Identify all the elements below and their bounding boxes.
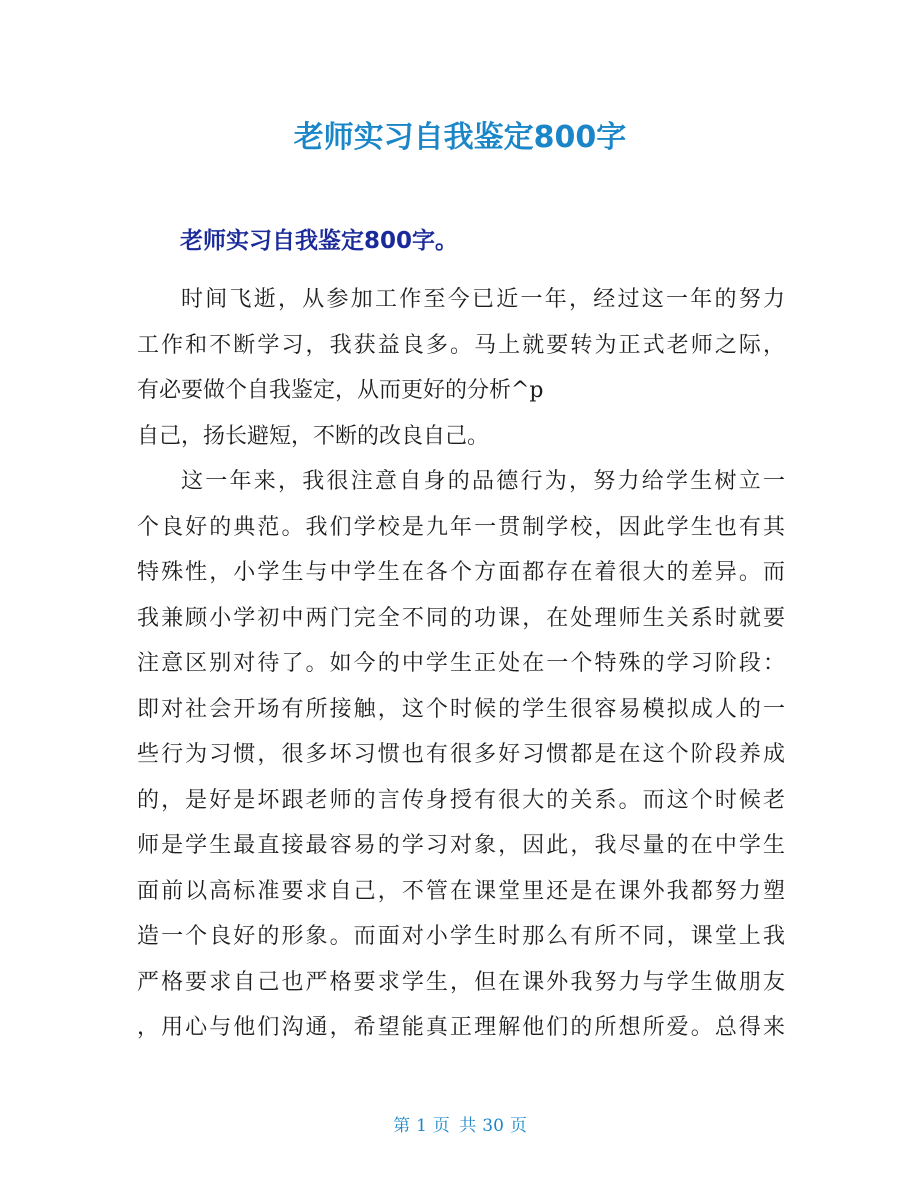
page-number-footer xyxy=(0,1113,920,1139)
text-line: 造一个良好的形象。而面对小学生时那么有所不同，课堂上我 xyxy=(137,924,785,949)
text-line: 自己，扬长避短，不断的改良自己。 xyxy=(137,423,490,449)
paragraph-2 xyxy=(137,459,785,1051)
document-subtitle: 老师实习自我鉴定800字。 xyxy=(180,228,459,254)
page-label-suffix: 页 xyxy=(509,1116,527,1136)
page-label-prefix: 第 xyxy=(393,1116,411,1136)
text-line: 有必要做个自我鉴定，从而更好的分析^p xyxy=(137,378,544,403)
text-line: 工作和不断学习，我获益良多。马上就要转为正式老师之际， xyxy=(137,332,785,358)
page-label-mid: 页 共 xyxy=(432,1116,477,1136)
current-page-number: 1 xyxy=(416,1116,427,1136)
text-line: 这一年来，我很注意自身的品德行为，努力给学生树立一 xyxy=(181,469,785,494)
text-line: 即对社会开场有所接触，这个时候的学生很容易模拟成人的一 xyxy=(137,696,785,722)
text-line: ，用心与他们沟通，希望能真正理解他们的所想所爱。总得来 xyxy=(137,1015,785,1040)
text-line: 注意区别对待了。如今的中学生正处在一个特殊的学习阶段： xyxy=(137,651,785,676)
text-line: 师是学生最直接最容易的学习对象，因此，我尽量的在中学生 xyxy=(137,833,785,858)
text-line: 些行为习惯，很多坏习惯也有很多好习惯都是在这个阶段养成 xyxy=(137,742,785,767)
text-line: 我兼顾小学初中两门完全不同的功课，在处理师生关系时就要 xyxy=(137,605,785,631)
text-line: 时间飞逝，从参加工作至今已近一年，经过这一年的努力 xyxy=(181,287,785,312)
total-pages-number: 30 xyxy=(482,1116,504,1136)
text-line: 面前以高标准要求自己，不管在课堂里还是在课外我都努力塑 xyxy=(137,878,785,904)
text-line: 的，是好是坏跟老师的言传身授有很大的关系。而这个时候老 xyxy=(137,787,785,813)
text-line: 特殊性，小学生与中学生在各个方面都存在着很大的差异。而 xyxy=(137,560,785,585)
document-title: 老师实习自我鉴定800字 xyxy=(293,120,627,155)
document-body xyxy=(137,277,785,1051)
text-line: 个良好的典范。我们学校是九年一贯制学校，因此学生也有其 xyxy=(137,514,785,540)
text-line: 严格要求自己也严格要求学生，但在课外我努力与学生做朋友 xyxy=(137,969,785,995)
paragraph-1 xyxy=(137,277,785,459)
